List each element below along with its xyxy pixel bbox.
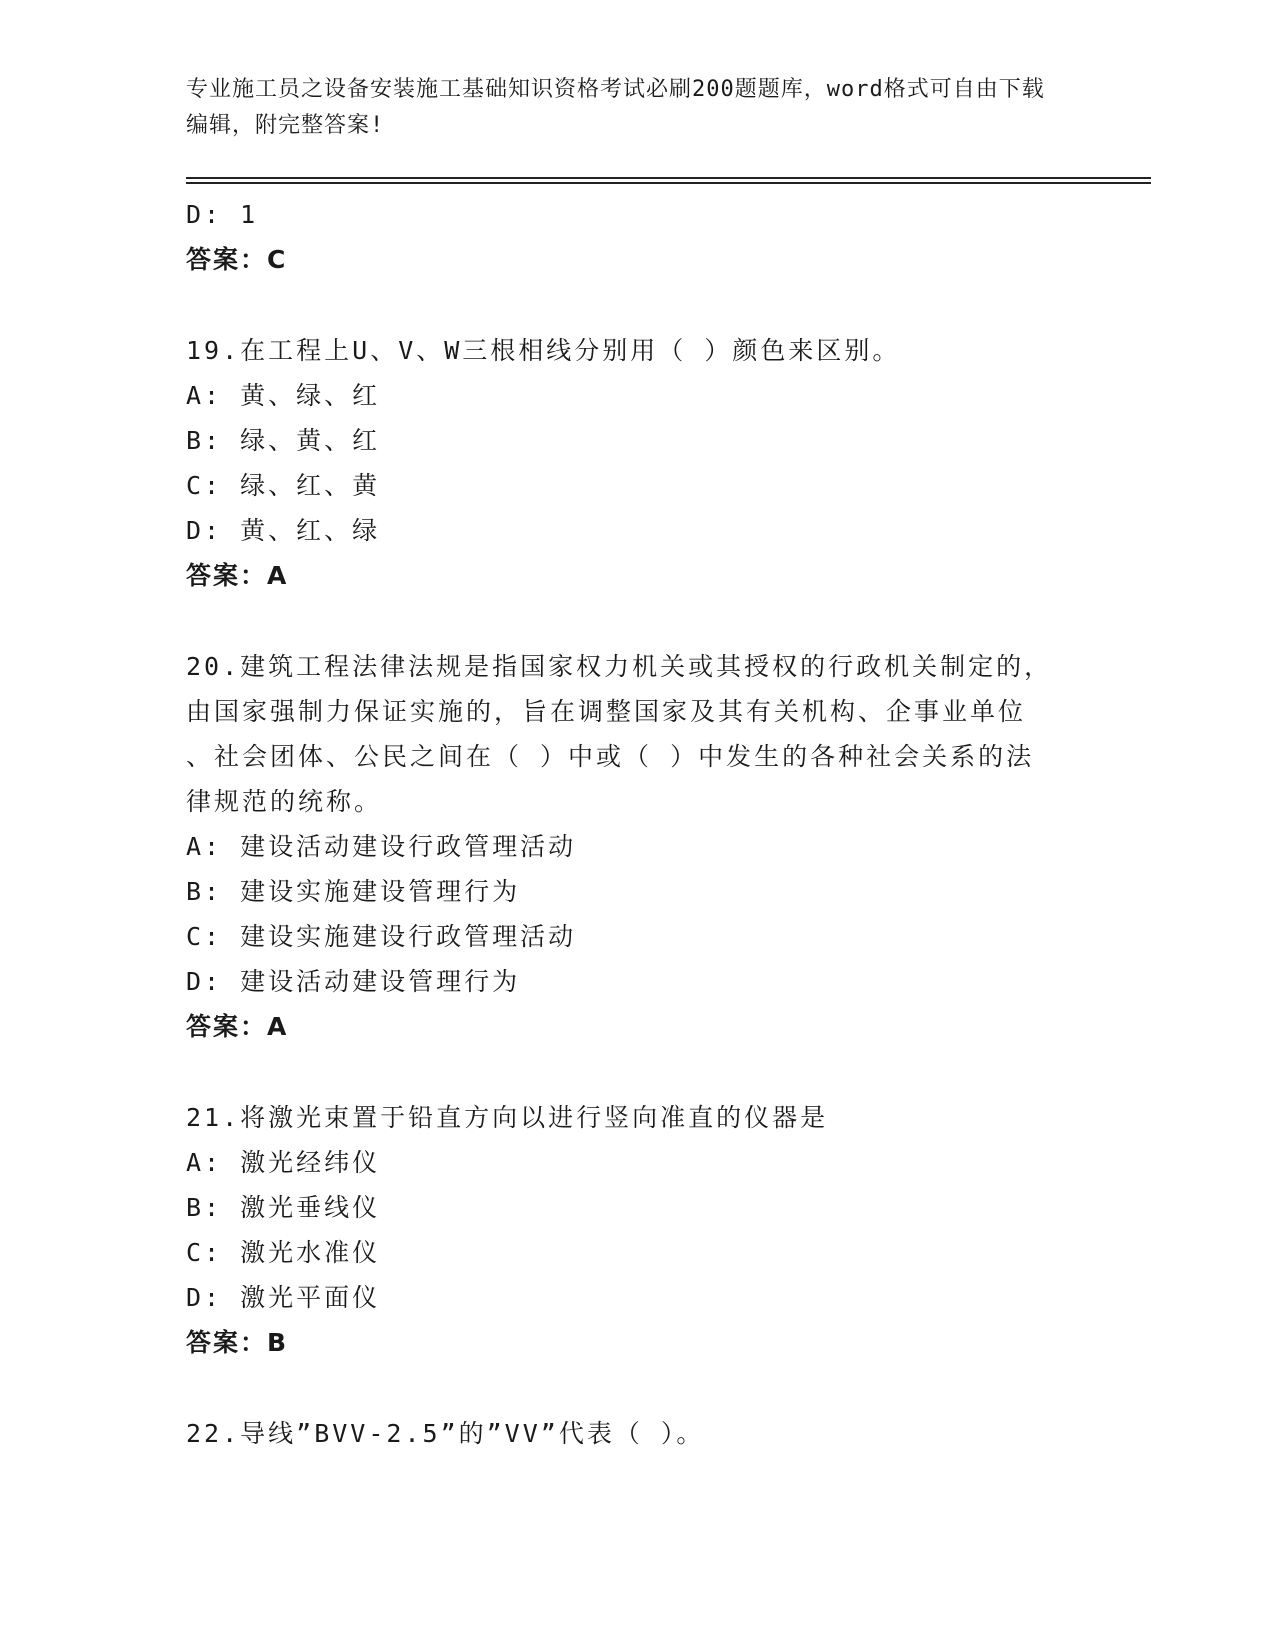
question-19-option-c: C: 绿、红、黄 <box>186 471 381 500</box>
question-21-option-b: B: 激光垂线仪 <box>186 1193 381 1222</box>
question-20-stem-line-4: 律规范的统称。 <box>186 787 383 816</box>
question-19-stem: 19.在工程上U、V、W三根相线分别用（ ）颜色来区别。 <box>186 336 901 365</box>
header-divider-second <box>186 182 1151 184</box>
question-21-option-d: D: 激光平面仪 <box>186 1283 381 1312</box>
question-20-stem-line-2: 由国家强制力保证实施的，旨在调整国家及其有关机构、企事业单位 <box>186 697 1027 726</box>
option-d: D: 1 <box>186 200 259 229</box>
question-22-stem: 22.导线”BVV-2.5”的”VV”代表（ ）。 <box>186 1419 705 1448</box>
question-21-option-c: C: 激光水准仪 <box>186 1238 381 1267</box>
question-21-answer: 答案：B <box>186 1328 289 1357</box>
question-20-option-c: C: 建设实施建设行政管理活动 <box>186 922 577 951</box>
spacer <box>186 1365 1086 1411</box>
spacer <box>186 1049 1086 1095</box>
question-20-option-d: D: 建设活动建设管理行为 <box>186 967 521 996</box>
question-20-stem-line-3: 、社会团体、公民之间在（ ）中或（ ）中发生的各种社会关系的法 <box>186 742 1035 771</box>
page-header: 专业施工员之设备安装施工基础知识资格考试必刷200题题库，word格式可自由下载编辑，附完整答案! <box>186 77 1045 138</box>
spacer <box>186 282 1086 328</box>
header-divider <box>186 177 1151 179</box>
question-20-stem-line-1: 20.建筑工程法律法规是指国家权力机关或其授权的行政机关制定的， <box>186 652 1053 681</box>
question-20-answer: 答案：A <box>186 1012 289 1041</box>
question-19-option-b: B: 绿、黄、红 <box>186 426 381 455</box>
question-21-option-a: A: 激光经纬仪 <box>186 1148 381 1177</box>
exam-content <box>186 192 1086 1456</box>
question-19-option-d: D: 黄、红、绿 <box>186 516 381 545</box>
question-21-stem: 21.将激光束置于铅直方向以进行竖向准直的仪器是 <box>186 1103 829 1132</box>
question-20-option-b: B: 建设实施建设管理行为 <box>186 877 521 906</box>
question-19-option-a: A: 黄、绿、红 <box>186 381 381 410</box>
spacer <box>186 598 1086 644</box>
answer-line: 答案：C <box>186 245 288 274</box>
question-19-answer: 答案：A <box>186 561 289 590</box>
question-20-option-a: A: 建设活动建设行政管理活动 <box>186 832 577 861</box>
